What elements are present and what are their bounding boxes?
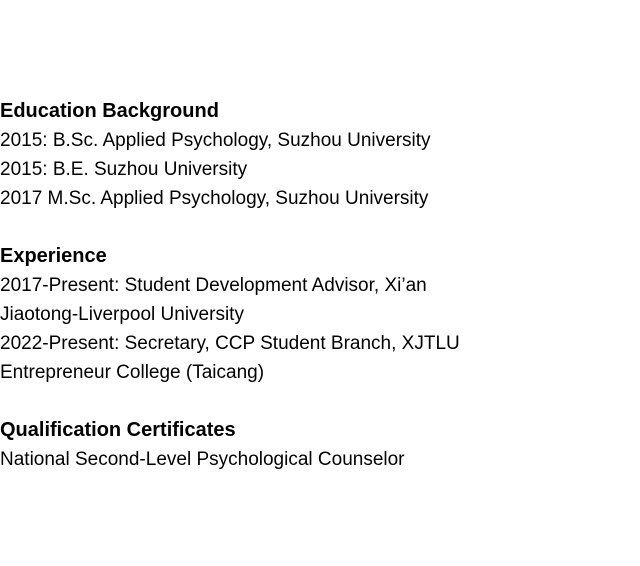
- experience-item: 2022-Present: Secretary, CCP Student Branch, XJTLU: [0, 333, 460, 354]
- qualification-item: National Second-Level Psychological Counselor: [0, 449, 405, 470]
- experience-item: Jiaotong-Liverpool University: [0, 304, 244, 325]
- document-body: [0, 97, 640, 474]
- education-section: [0, 97, 640, 213]
- education-item: 2015: B.Sc. Applied Psychology, Suzhou University: [0, 130, 431, 151]
- experience-item: 2017-Present: Student Development Advisor, Xi’an: [0, 275, 427, 296]
- qualifications-section: [0, 416, 640, 474]
- education-item: 2015: B.E. Suzhou University: [0, 159, 248, 180]
- experience-section: [0, 242, 640, 387]
- experience-heading: Experience: [0, 245, 107, 267]
- education-heading: Education Background: [0, 100, 219, 122]
- experience-item: Entrepreneur College (Taicang): [0, 362, 265, 383]
- qualifications-heading: Qualification Certificates: [0, 419, 236, 441]
- education-item: 2017 M.Sc. Applied Psychology, Suzhou University: [0, 188, 429, 209]
